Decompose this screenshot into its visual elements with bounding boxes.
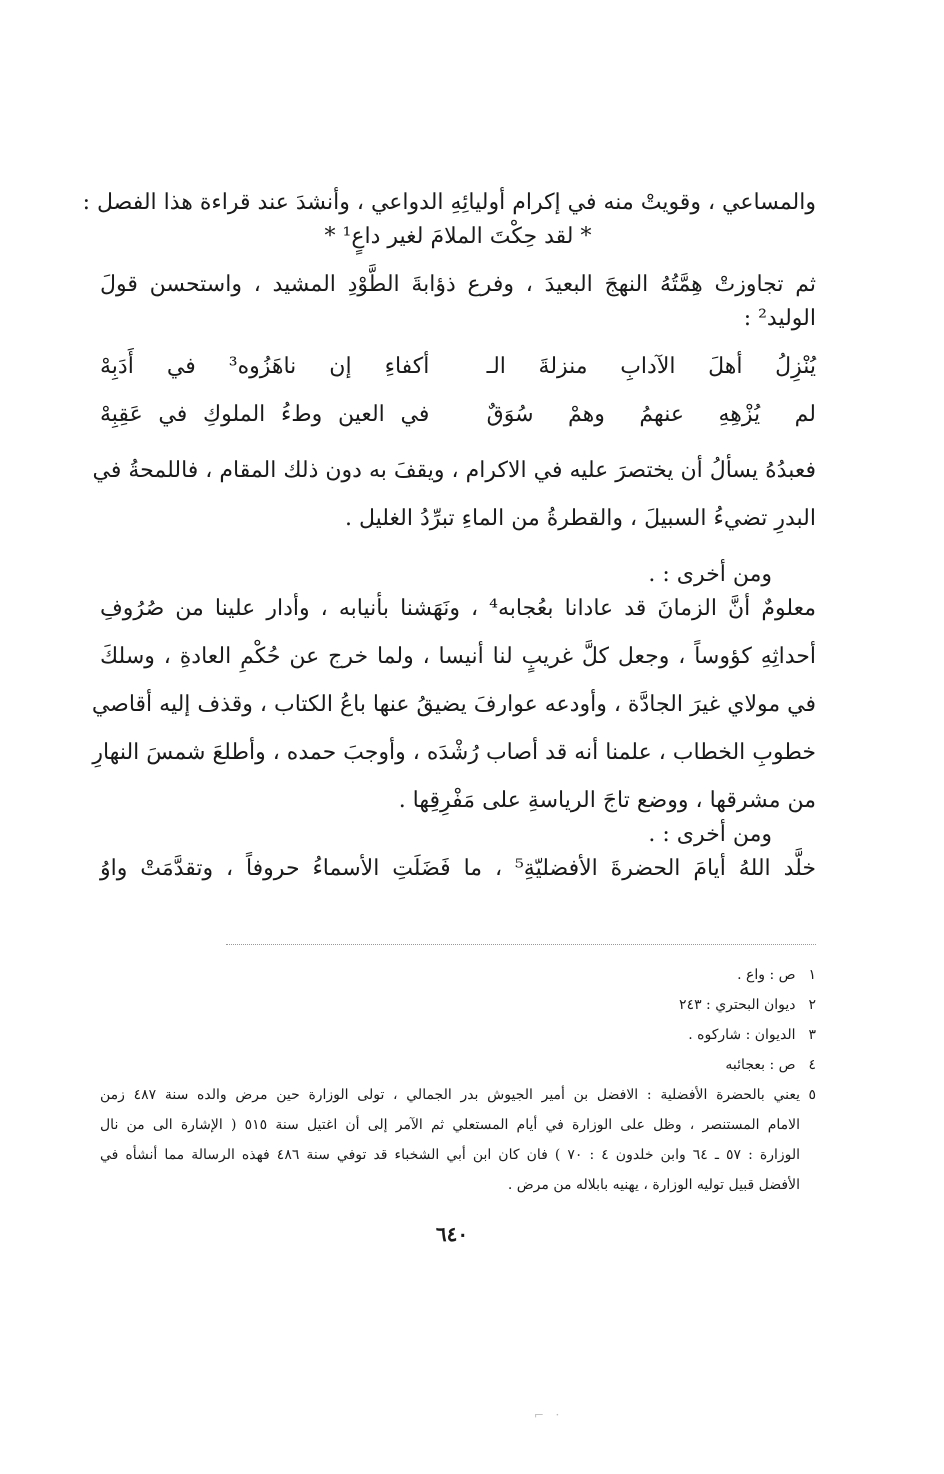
footnote-continuation: الأفضل قبيل توليه الوزارة ، يهنيه بابلاله من مرض .	[507, 1177, 800, 1193]
text-line: في مولاي غيرَ الجادَّة ، وأودعه عوارفَ يضيقُ عنها باعُ الكتاب ، وقذف إليه أقاصي	[91, 692, 816, 717]
poetry-quote: * لقد حِكْتَ الملامَ لغير داعٍ¹ *	[324, 224, 592, 249]
verse-second-hemistich: في العين وطءُ الملوكِ في عَقِبِهْ	[100, 402, 430, 427]
footnote-separator	[226, 944, 816, 945]
footnote-text: الديوان : شاركوه .	[688, 1027, 796, 1043]
footnote-number: ٢	[808, 997, 816, 1013]
poem-verse	[100, 350, 816, 384]
text-line: أحداثِهِ كؤوساً ، وجعل كلَّ غريبٍ لنا أنيسا ، ولما خرج عن حُكْمِ العادةِ ، وسلكَ	[100, 644, 816, 669]
footnote-text: ص : واع .	[737, 967, 796, 983]
footnote-continuation: الامام المستنصر ، وظل على الوزارة في أيام المستعلي ثم الآمر إلى أن اغتيل سنة ٥١٥ ( الإشارة الى من نال	[100, 1117, 800, 1133]
text-line: الوليد² :	[743, 306, 816, 331]
footnote-text: يعني بالحضرة الأفضلية : الافضل بن أمير الجيوش بدر الجمالي ، تولى الوزارة حين مرض والده سنة ٤٨٧ زمن	[100, 1087, 800, 1103]
footnote-number: ١	[808, 967, 816, 983]
page-number: ٦٤٠	[435, 1222, 469, 1246]
verse-first-hemistich: يُنْزِلُ أهلَ الآدابِ منزلةَ الـ	[486, 354, 816, 379]
verse-first-hemistich: لم يُزْهِهِ عنهمُ وهمْ سُوَقٌ	[486, 402, 816, 427]
verse-second-hemistich: أكفاءِ إن ناهَزُوه³ في أَدَبِهْ	[100, 354, 430, 379]
scan-specks: · ⌐	[534, 1408, 560, 1422]
footnote-continuation: الوزارة : ٥٧ ـ ٦٤ وابن خلدون ٤ : ٧٠ ) فان كان ابن أبي الشخباء قد توفي سنة ٤٨٦ فهذه الرسالة مما أنشأه في	[100, 1147, 800, 1163]
section-heading: ومن أخرى : .	[648, 562, 772, 587]
footnote	[100, 1080, 816, 1110]
footnote-number: ٤	[808, 1057, 816, 1073]
text-line: ثم تجاوزتْ هِمَّتُهُ النهجَ البعيدَ ، وفرع ذؤابةَ الطَّوْدِ المشيد ، واستحسن قولَ	[100, 272, 816, 297]
footnote	[100, 1020, 816, 1050]
text-line: خلَّد اللهُ أيامَ الحضرةَ الأفضليّةِ⁵ ، ما فَضَلَتِ الأسماءُ حروفاً ، وتقدَّمَتْ واوُ	[100, 856, 816, 881]
text-line: فعبدُهُ يسألُ أن يختصرَ عليه في الاكرام ، ويقفَ به دون ذلك المقام ، فاللمحةُ في	[92, 458, 816, 483]
footnote-number: ٣	[808, 1027, 816, 1043]
footnote-text: ص : بعجائبه	[725, 1057, 796, 1073]
poem-verse	[100, 398, 816, 432]
footnote-text: ديوان البحتري : ٢٤٣	[679, 997, 796, 1013]
footnote	[100, 990, 816, 1020]
text-line: معلومٌ أنَّ الزمانَ قد عادانا بعُجابه⁴ ، ونَهَشنا بأنيابه ، وأدار علينا من صُرُوفِ	[100, 596, 817, 621]
footnote	[100, 1050, 816, 1080]
text-line: البدرِ تضيءُ السبيلَ ، والقطرةُ من الماءِ تبرِّدُ الغليل .	[344, 506, 816, 531]
main-text	[82, 186, 817, 886]
footnotes	[100, 960, 816, 1200]
text-line: والمساعي ، وقويتْ منه في إكرام أوليائِهِ الدواعي ، وأنشدَ عند قراءة هذا الفصل :	[82, 190, 816, 215]
footnote-number: ٥	[808, 1087, 816, 1103]
footnote	[100, 960, 816, 990]
text-line: من مشرقها ، ووضع تاجَ الرياسةِ على مَفْرِقِها .	[398, 788, 816, 813]
text-line: خطوبِ الخطاب ، علمنا أنه قد أصاب رُشْدَه ، وأوجبَ حمده ، وأطلعَ شمسَ النهارِ	[92, 740, 816, 765]
section-heading: ومن أخرى : .	[648, 822, 772, 847]
